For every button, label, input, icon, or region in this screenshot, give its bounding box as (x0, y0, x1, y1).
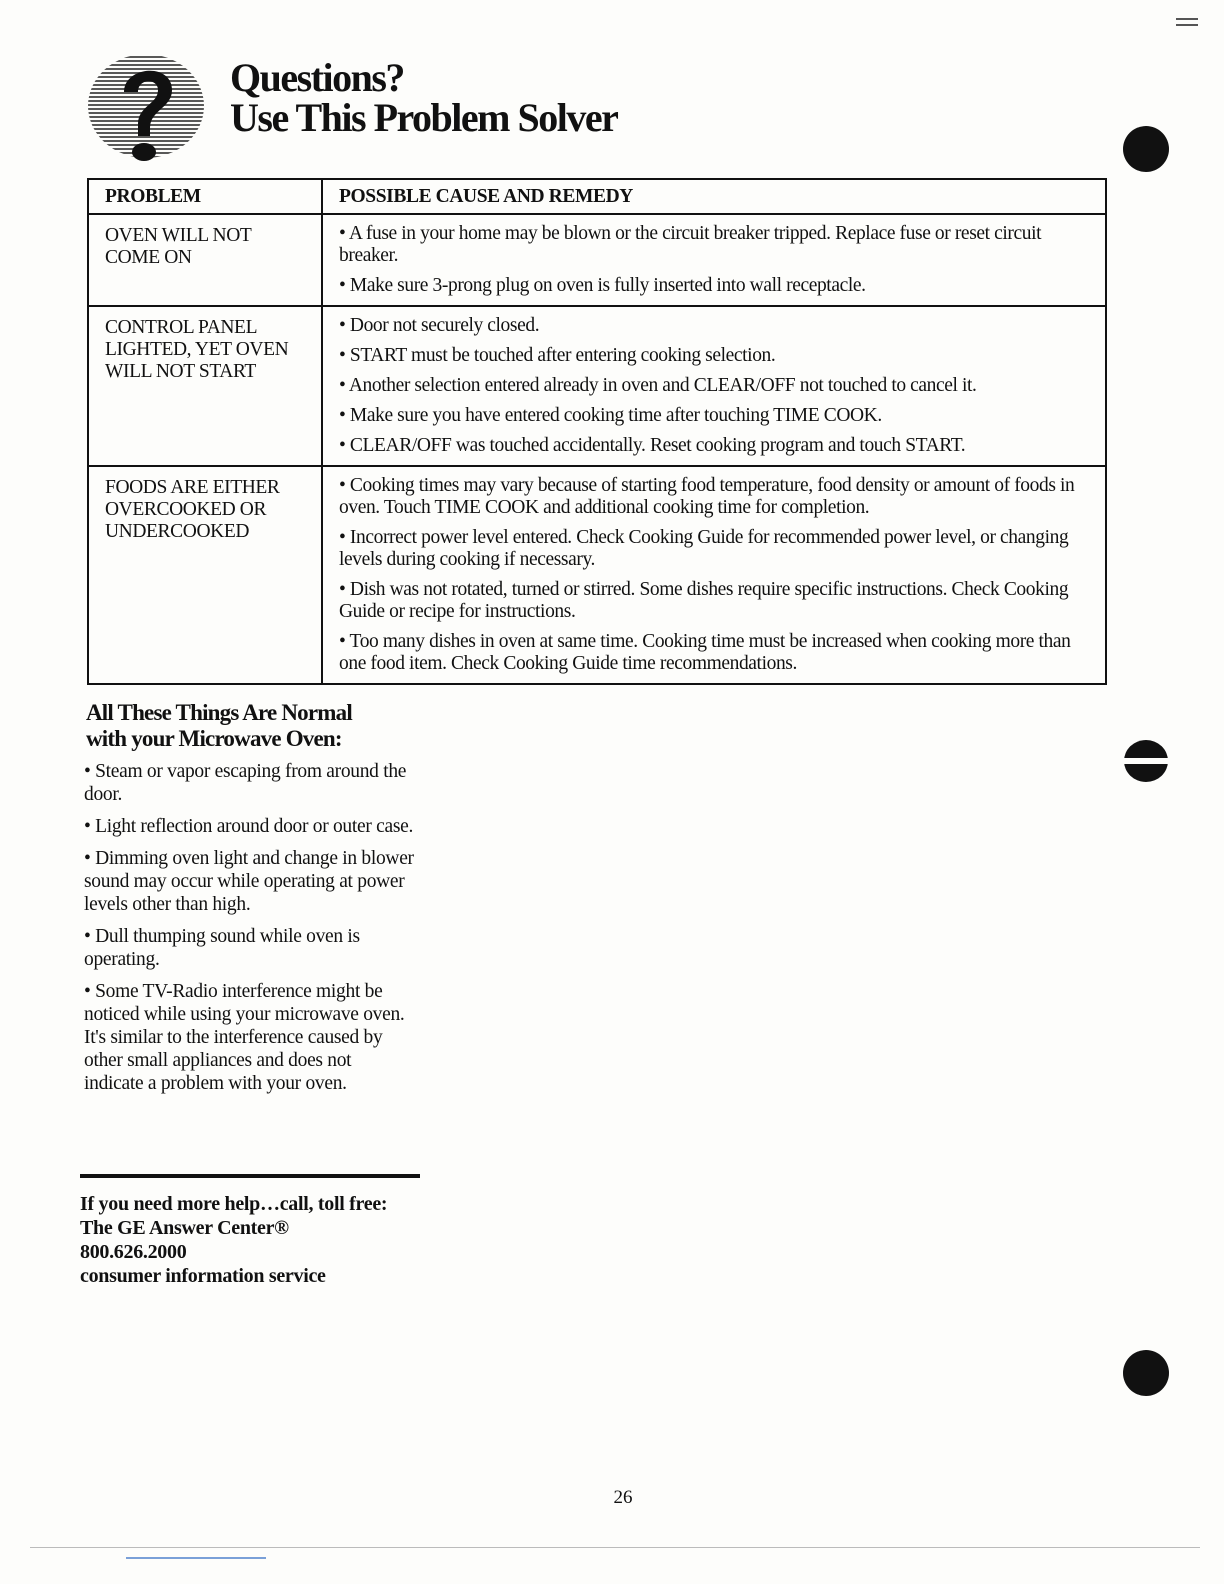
normal-heading-line-1: All These Things Are Normal (86, 700, 352, 725)
list-item: • Steam or vapor escaping from around the door. (84, 761, 407, 805)
list-item: • Some TV-Radio interference might be noticed while using your microwave oven. It's similar to the interference caused by other small appliances and does not indicate a problem with your oven. (84, 981, 405, 1094)
table-row (88, 306, 1106, 466)
remedy-item: • Too many dishes in oven at same time. Cooking time must be increased when cooking more than one food item. Check Cooking Guide time recommendations. (339, 631, 1071, 674)
table-row (88, 214, 1106, 306)
normal-heading-line-2: with your Microwave Oven: (86, 726, 342, 751)
problem-line: WILL NOT START (105, 361, 256, 382)
problem-line: FOODS ARE EITHER (105, 477, 280, 498)
list-item: • Dimming oven light and change in blower sound may occur while operating at power levels other than high. (84, 848, 414, 915)
question-mark-icon (86, 52, 206, 170)
divider (80, 1174, 420, 1178)
list-item: • Light reflection around door or outer case. (84, 816, 414, 837)
scan-edge-mark (126, 1557, 266, 1559)
remedy-item: • CLEAR/OFF was touched accidentally. Reset cooking program and touch START. (339, 435, 966, 456)
help-contact (80, 1192, 387, 1288)
remedy-cell (322, 214, 1106, 306)
remedy-item: • Make sure you have entered cooking time after touching TIME COOK. (339, 405, 882, 426)
remedy-item: • A fuse in your home may be blown or the circuit breaker tripped. Replace fuse or reset circuit breaker. (339, 223, 1042, 266)
remedy-cell (322, 466, 1106, 684)
remedy-item: • Cooking times may vary because of starting food temperature, food density or amount of foods in oven. Touch TIME COOK and additional cooking time for completion. (339, 475, 1075, 518)
remedy-item: • Door not securely closed. (339, 315, 540, 336)
help-line-2: The GE Answer Center® (80, 1217, 289, 1239)
help-line-1: If you need more help…call, toll free: (80, 1193, 388, 1215)
page-title (230, 55, 618, 140)
problem-cell (88, 466, 322, 684)
problem-line: LIGHTED, YET OVEN (105, 339, 289, 360)
problem-solver-table (87, 178, 1107, 685)
remedy-item: • Another selection entered already in oven and CLEAR/OFF not touched to cancel it. (339, 375, 977, 396)
header-remedy: POSSIBLE CAUSE AND REMEDY (322, 179, 1106, 214)
table-row (88, 466, 1106, 684)
normal-heading (86, 700, 414, 752)
header-problem: PROBLEM (88, 179, 322, 214)
list-item: • Dull thumping sound while oven is operating. (84, 926, 360, 970)
page-number: 26 (613, 1487, 633, 1508)
problem-line: OVEN WILL NOT (105, 225, 252, 246)
normal-things-section (84, 700, 414, 1104)
corner-mark-icon (1176, 18, 1198, 30)
title-line-2: Use This Problem Solver (230, 95, 618, 140)
table-header-row (88, 179, 1106, 214)
problem-line: UNDERCOOKED (105, 521, 250, 542)
remedy-item: • Incorrect power level entered. Check Cooking Guide for recommended power level, or changing levels during cooking if necessary. (339, 527, 1069, 570)
problem-cell (88, 214, 322, 306)
remedy-item: • Dish was not rotated, turned or stirred. Some dishes require specific instructions. Check Cooking Guide or recipe for instructions. (339, 579, 1069, 622)
remedy-cell (322, 306, 1106, 466)
help-line-4: consumer information service (80, 1265, 326, 1287)
problem-line: COME ON (105, 247, 192, 268)
hole-gap (1120, 758, 1172, 764)
remedy-item: • START must be touched after entering cooking selection. (339, 345, 776, 366)
problem-line: CONTROL PANEL (105, 317, 258, 338)
problem-cell (88, 306, 322, 466)
problem-line: OVERCOOKED OR (105, 499, 267, 520)
help-phone: 800.626.2000 (80, 1241, 187, 1263)
title-line-1: Questions? (230, 55, 404, 100)
binder-hole-icon (1123, 1350, 1169, 1396)
remedy-item: • Make sure 3-prong plug on oven is fully inserted into wall receptacle. (339, 275, 866, 296)
binder-hole-icon (1123, 126, 1169, 172)
scan-edge-line (30, 1547, 1200, 1548)
